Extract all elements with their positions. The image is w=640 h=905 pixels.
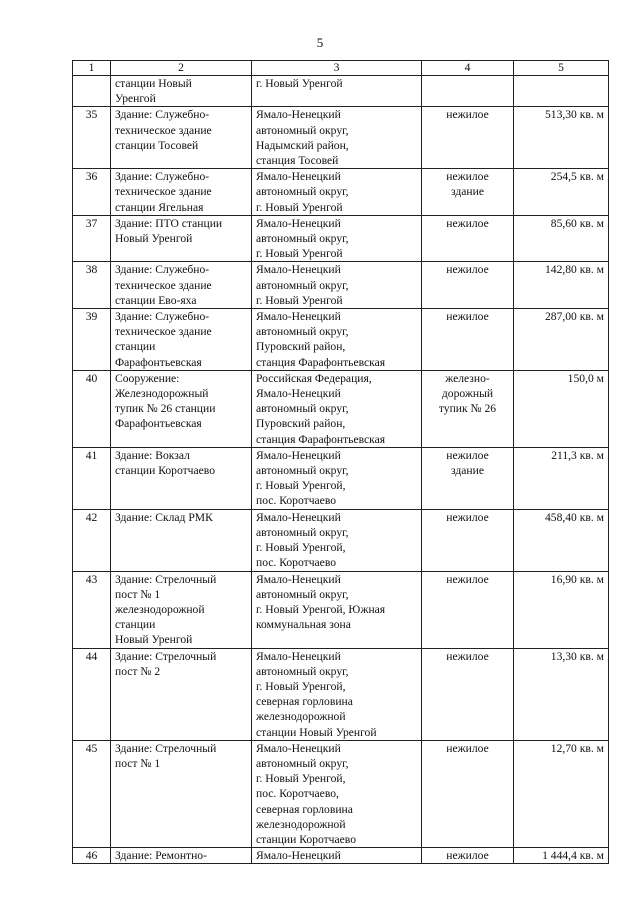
object-name-line: Здание: Склад РМК — [115, 510, 213, 524]
object-area: 13,30 кв. м — [514, 648, 609, 740]
object-area — [514, 76, 609, 107]
table-row — [73, 447, 609, 509]
object-name-line: станции Коротчаево — [115, 464, 215, 478]
object-area: 1 444,4 кв. м — [514, 848, 609, 864]
object-name-line: станции Ягельная — [115, 200, 204, 214]
row-number: 41 — [73, 447, 111, 509]
column-header-address: 3 — [252, 61, 422, 76]
table-row — [73, 107, 609, 169]
object-address — [252, 740, 422, 847]
object-address-line: автономный округ, — [256, 402, 349, 416]
object-address-line: Пуровский район, — [256, 340, 346, 354]
object-address-line: автономный округ, — [256, 756, 349, 770]
object-type — [422, 509, 514, 571]
object-type — [422, 447, 514, 509]
object-name-line: техническое здание — [115, 123, 212, 137]
object-name-line: Фарафонтьевская — [115, 417, 202, 431]
table-row — [73, 370, 609, 447]
object-name-line: Здание: Служебно- — [115, 170, 210, 184]
object-name — [111, 76, 252, 107]
object-area: 142,80 кв. м — [514, 262, 609, 309]
object-address-line: автономный округ, — [256, 185, 349, 199]
object-name-line: техническое здание — [115, 278, 212, 292]
row-number: 39 — [73, 309, 111, 371]
object-type — [422, 648, 514, 740]
object-name-line: Здание: Вокзал — [115, 448, 190, 462]
table-row — [73, 509, 609, 571]
object-type-line: здание — [451, 185, 484, 199]
object-name — [111, 309, 252, 371]
row-number: 42 — [73, 509, 111, 571]
object-type-line: тупик № 26 — [438, 402, 497, 416]
object-address-line: Ямало-Ненецкий — [256, 310, 341, 324]
table-header-row — [73, 61, 609, 76]
object-address — [252, 447, 422, 509]
column-header-type: 4 — [422, 61, 514, 76]
object-name-line: железнодорожной — [115, 602, 205, 616]
object-address-line: Ямало-Ненецкий — [256, 649, 341, 663]
table-row — [73, 740, 609, 847]
object-name-line: Фарафонтьевская — [115, 355, 202, 369]
row-number: 36 — [73, 169, 111, 216]
row-number: 40 — [73, 370, 111, 447]
object-type — [422, 370, 514, 447]
object-address-line: Ямало-Ненецкий — [256, 108, 341, 122]
table-row — [73, 76, 609, 107]
table-row — [73, 309, 609, 371]
object-address — [252, 370, 422, 447]
object-address-line: коммунальная зона — [256, 618, 351, 632]
object-address-line: автономный округ, — [256, 464, 349, 478]
object-name-line: тупик № 26 станции — [115, 402, 216, 416]
object-type-line: нежилое — [446, 572, 489, 586]
object-name — [111, 740, 252, 847]
object-type — [422, 571, 514, 648]
object-address — [252, 309, 422, 371]
object-area: 150,0 м — [514, 370, 609, 447]
object-type-line: нежилое — [446, 263, 489, 277]
object-name-line: Железнодорожный — [115, 387, 209, 401]
object-name-line: Новый Уренгой — [115, 633, 193, 647]
object-address-line: пос. Коротчаево — [256, 494, 337, 508]
object-name-line: техническое здание — [115, 185, 212, 199]
object-area: 85,60 кв. м — [514, 215, 609, 262]
row-number: 35 — [73, 107, 111, 169]
object-address-line: Ямало-Ненецкий — [256, 849, 341, 863]
page-number: 5 — [316, 35, 324, 50]
object-name-line: станции — [115, 340, 156, 354]
object-name — [111, 215, 252, 262]
object-address-line: г. Новый Уренгой, — [256, 679, 346, 693]
table-row — [73, 571, 609, 648]
object-address-line: г. Новый Уренгой — [256, 247, 343, 261]
object-address — [252, 571, 422, 648]
object-address-line: автономный округ, — [256, 525, 349, 539]
row-number: 45 — [73, 740, 111, 847]
object-address — [252, 848, 422, 864]
object-address-line: пос. Коротчаево, — [256, 787, 339, 801]
object-name-line: Уренгой — [115, 92, 156, 106]
object-address-line: автономный округ, — [256, 278, 349, 292]
object-name-line: Новый Уренгой — [115, 232, 193, 246]
object-type-line: нежилое — [446, 108, 489, 122]
object-name — [111, 370, 252, 447]
table-row — [73, 169, 609, 216]
object-address — [252, 215, 422, 262]
object-name — [111, 169, 252, 216]
object-type — [422, 169, 514, 216]
object-address-line: пос. Коротчаево — [256, 556, 337, 570]
object-name-line: пост № 2 — [115, 664, 161, 678]
object-name — [111, 648, 252, 740]
object-address — [252, 169, 422, 216]
object-address-line: станция Фарафонтьевская — [256, 355, 386, 369]
column-header-name: 2 — [111, 61, 252, 76]
object-address-line: г. Новый Уренгой, — [256, 772, 346, 786]
object-address-line: железнодорожной — [256, 817, 346, 831]
object-address — [252, 509, 422, 571]
object-type-line: нежилое — [446, 849, 489, 863]
object-address-line: Российская Федерация, — [256, 371, 372, 385]
object-type-line: нежилое — [446, 448, 489, 462]
object-type — [422, 107, 514, 169]
object-address — [252, 76, 422, 107]
object-name — [111, 262, 252, 309]
object-address-line: автономный округ, — [256, 325, 349, 339]
object-address-line: г. Новый Уренгой, — [256, 479, 346, 493]
object-address — [252, 648, 422, 740]
object-address-line: Ямало-Ненецкий — [256, 216, 341, 230]
object-address-line: Ямало-Ненецкий — [256, 572, 341, 586]
object-name — [111, 447, 252, 509]
object-type-line: нежилое — [446, 310, 489, 324]
object-name-line: Здание: Стрелочный — [115, 649, 217, 663]
object-address-line: Надымский район, — [256, 138, 349, 152]
object-name-line: Здание: Служебно- — [115, 263, 210, 277]
object-address-line: станции Коротчаево — [256, 832, 356, 846]
object-address — [252, 262, 422, 309]
object-name-line: пост № 1 — [115, 587, 161, 601]
object-address-line: Ямало-Ненецкий — [256, 510, 341, 524]
row-number: 46 — [73, 848, 111, 864]
object-area: 254,5 кв. м — [514, 169, 609, 216]
object-type-line: нежилое — [446, 216, 489, 230]
object-type — [422, 215, 514, 262]
table-row — [73, 215, 609, 262]
object-address-line: г. Новый Уренгой, — [256, 541, 346, 555]
object-address-line: г. Новый Уренгой — [256, 77, 343, 90]
object-name-line: Здание: Служебно- — [115, 310, 210, 324]
object-address-line: станции Новый Уренгой — [256, 725, 377, 739]
object-area: 458,40 кв. м — [514, 509, 609, 571]
object-name-line: станции Ево-яха — [115, 293, 197, 307]
object-address-line: станция Фарафонтьевская — [256, 432, 386, 446]
object-name — [111, 848, 252, 864]
object-address-line: Ямало-Ненецкий — [256, 741, 341, 755]
object-address-line: автономный округ, — [256, 123, 349, 137]
object-name-line: Сооружение: — [115, 371, 180, 385]
object-address-line: железнодорожной — [256, 710, 346, 724]
object-address — [252, 107, 422, 169]
object-type — [422, 262, 514, 309]
object-address-line: г. Новый Уренгой — [256, 200, 343, 214]
object-type-line: дорожный — [441, 387, 494, 401]
object-name-line: техническое здание — [115, 325, 212, 339]
object-name-line: станции Новый — [115, 77, 192, 90]
object-address-line: автономный округ, — [256, 232, 349, 246]
object-address-line: Пуровский район, — [256, 417, 346, 431]
object-address-line: станция Тосовей — [256, 154, 339, 168]
object-name-line: станции — [115, 618, 156, 632]
object-type — [422, 76, 514, 107]
object-area: 211,3 кв. м — [514, 447, 609, 509]
object-address-line: северная горловина — [256, 695, 353, 709]
object-address-line: автономный округ, — [256, 587, 349, 601]
object-type-line: здание — [451, 464, 484, 478]
object-type-line: нежилое — [446, 170, 489, 184]
object-address-line: Ямало-Ненецкий — [256, 263, 341, 277]
table-row — [73, 848, 609, 864]
object-type-line: нежилое — [446, 649, 489, 663]
column-header-number: 1 — [73, 61, 111, 76]
object-type — [422, 848, 514, 864]
object-name-line: пост № 1 — [115, 756, 161, 770]
object-name-line: Здание: ПТО станции — [115, 216, 223, 230]
object-name — [111, 509, 252, 571]
object-name-line: Здание: Стрелочный — [115, 572, 217, 586]
column-header-area: 5 — [514, 61, 609, 76]
object-area: 513,30 кв. м — [514, 107, 609, 169]
table-row — [73, 648, 609, 740]
object-address-line: автономный округ, — [256, 664, 349, 678]
object-type-line: нежилое — [446, 510, 489, 524]
object-name-line: Здание: Служебно- — [115, 108, 210, 122]
object-area: 16,90 кв. м — [514, 571, 609, 648]
row-number: 44 — [73, 648, 111, 740]
table-body — [73, 76, 609, 864]
table-row — [73, 262, 609, 309]
object-type-line: железно- — [445, 371, 490, 385]
row-number: 43 — [73, 571, 111, 648]
row-number — [73, 76, 111, 107]
object-name — [111, 107, 252, 169]
object-area: 287,00 кв. м — [514, 309, 609, 371]
object-address-line: северная горловина — [256, 802, 353, 816]
object-address-line: Ямало-Ненецкий — [256, 448, 341, 462]
object-type — [422, 309, 514, 371]
object-name-line: станции Тосовей — [115, 138, 199, 152]
object-address-line: г. Новый Уренгой, Южная — [256, 602, 386, 616]
row-number: 37 — [73, 215, 111, 262]
object-address-line: Ямало-Ненецкий — [256, 170, 341, 184]
property-registry-table — [72, 60, 609, 864]
object-area: 12,70 кв. м — [514, 740, 609, 847]
object-type-line: нежилое — [446, 741, 489, 755]
object-name — [111, 571, 252, 648]
row-number: 38 — [73, 262, 111, 309]
object-type — [422, 740, 514, 847]
object-address-line: Ямало-Ненецкий — [256, 387, 341, 401]
object-name-line: Здание: Ремонтно- — [115, 849, 207, 863]
object-name-line: Здание: Стрелочный — [115, 741, 217, 755]
object-address-line: г. Новый Уренгой — [256, 293, 343, 307]
